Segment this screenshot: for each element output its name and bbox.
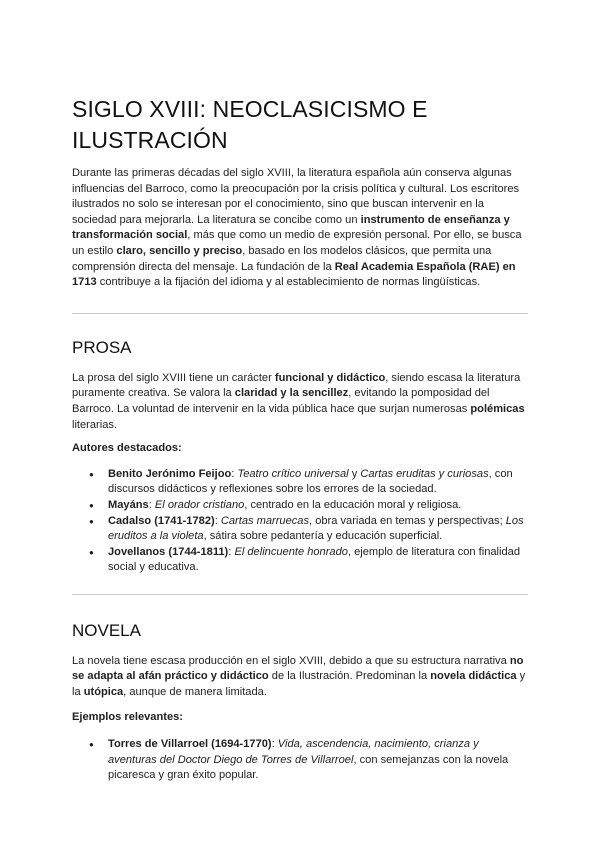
bold-text: Cadalso (1741-1782) (108, 514, 215, 527)
authors-list (72, 467, 528, 576)
italic-text: El orador cristiano (154, 498, 245, 511)
page-title (72, 94, 528, 156)
text-run: , ejemplo de literatura con finalidad social y educativa. (108, 545, 520, 574)
author-list-item (108, 545, 528, 576)
text-run: , siendo escasa la literatura puramente creativa. Se valora la (72, 371, 521, 400)
text-run: , aunque de manera limitada. (123, 686, 267, 699)
text-run: , más que como un medio de expresión personal. Por ello, se busca un estilo (72, 229, 522, 257)
bold-text: instrumento de enseñanza y transformación social (72, 213, 510, 242)
bold-text: claridad y la sencillez (234, 387, 349, 400)
section-divider (72, 594, 528, 595)
text-run: , obra variada en temas y perspectivas; (309, 514, 506, 527)
text-run: literarias. (72, 418, 118, 431)
examples-list (72, 737, 528, 784)
text-run: de la Ilustración. Predominan la (268, 670, 431, 683)
authors-label: Autores destacados: (72, 442, 182, 455)
text-run: : (231, 467, 238, 480)
author-list-item (108, 514, 528, 545)
italic-text: Teatro crítico universal (237, 467, 349, 480)
bold-text: utópica (83, 686, 124, 699)
italic-text: Cartas marruecas (220, 514, 310, 527)
title-line-2: ILUSTRACIÓN (72, 127, 228, 153)
text-run: , centrado en la educación moral y religiosa. (244, 498, 462, 511)
text-run: contribuye a la fijación del idioma y al establecimiento de normas lingüísticas. (96, 276, 481, 289)
bold-text: Benito Jerónimo Feijoo (108, 467, 232, 480)
document-content (72, 94, 528, 784)
prosa-paragraph (72, 371, 528, 433)
italic-text: El delincuente honrado (234, 545, 348, 558)
author-list-item (108, 467, 528, 498)
bold-text: Mayáns (108, 498, 149, 511)
text-run: y la (72, 670, 526, 699)
text-run: Durante las primeras décadas del siglo XVIII, la literatura española aún conserva algunas influencias del Barroco, como la preocupación por la crisis política y cultural. Los escritores ilustrados no solo se interesan por el conocimiento, sino que buscan intervenir en la sociedad para mejorarla. La literatura se concibe como un (72, 167, 520, 226)
example-list-item (108, 737, 528, 784)
italic-text: Vida, ascendencia, nacimiento, crianza y aventuras del Doctor Diego de Torres de Villarroel (108, 738, 479, 766)
text-run: y (348, 467, 361, 480)
text-run: La prosa del siglo XVIII tiene un carácter (72, 371, 275, 384)
bold-text: Real Academia Española (RAE) en 1713 (72, 260, 516, 289)
text-run: , con semejanzas con la novela picaresca y gran éxito popular. (108, 753, 509, 782)
text-run: : (271, 738, 278, 751)
italic-text: Cartas eruditas y curiosas (360, 467, 489, 480)
bold-text: funcional y didáctico (274, 371, 386, 384)
bold-text: novela didáctica (430, 670, 517, 683)
text-run: La novela tiene escasa producción en el siglo XVIII, debido a que su estructura narrativa (72, 654, 510, 667)
text-run: , basado en los modelos clásicos, que permita una comprensión directa del mensaje. La fundación de la (72, 244, 492, 273)
text-run: , con discursos didácticos y reflexiones sobre los errores de la sociedad. (108, 467, 513, 496)
author-list-item (108, 498, 528, 514)
text-run: : (148, 498, 155, 511)
bold-text: Jovellanos (1744-1811) (108, 545, 229, 558)
italic-text: Los eruditos a la violeta (108, 514, 524, 543)
intro-paragraph (72, 166, 528, 291)
text-run: : (214, 514, 221, 527)
bold-text: claro, sencillo y preciso (116, 244, 243, 257)
text-run: , evitando la pomposidad del Barroco. La voluntad de intervenir en la vida pública hace que surjan numerosas (72, 387, 490, 415)
title-line-1: SIGLO XVIII: NEOCLASICISMO E (72, 96, 428, 122)
bold-text: Torres de Villarroel (1694-1770) (108, 738, 272, 751)
section-divider (72, 313, 528, 314)
section-heading-novela: NOVELA (72, 620, 141, 640)
novela-paragraph (72, 654, 528, 701)
section-heading-prosa: PROSA (72, 337, 132, 357)
bold-text: no se adapta al afán práctico y didáctico (72, 654, 524, 683)
examples-label: Ejemplos relevantes: (72, 710, 183, 723)
bold-text: polémicas (470, 402, 525, 415)
text-run: , sátira sobre pedantería y educación superficial. (203, 530, 443, 543)
text-run: : (228, 545, 235, 558)
